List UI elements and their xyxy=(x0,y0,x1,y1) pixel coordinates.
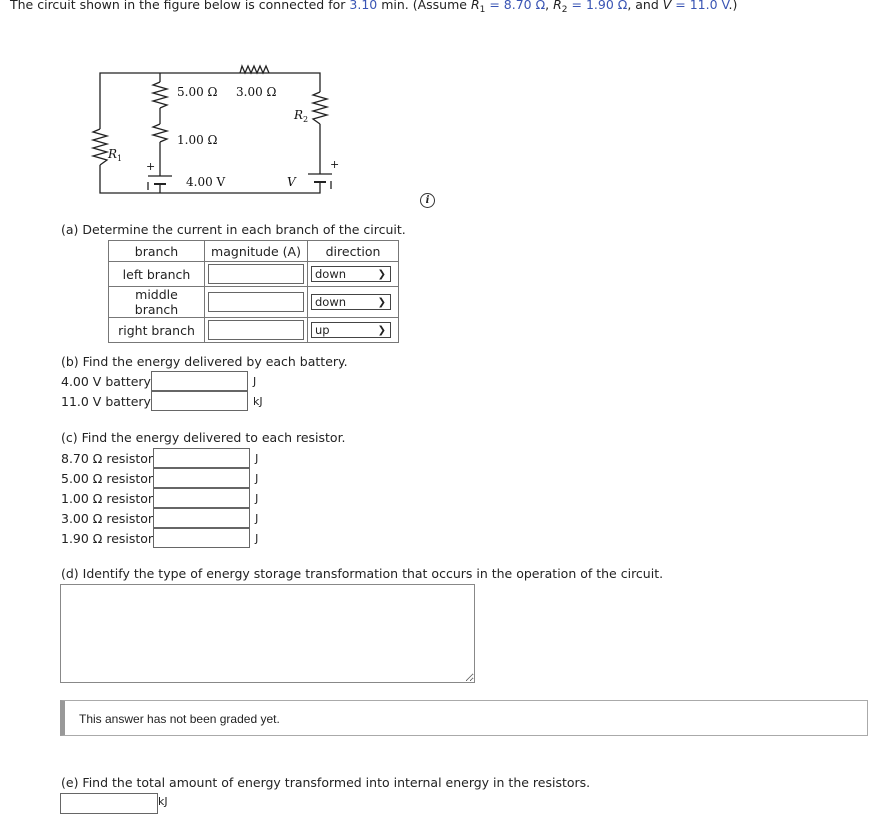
header-branch: branch xyxy=(109,241,205,262)
plus-left: + xyxy=(146,160,156,173)
label-3ohm: 3.00 Ω xyxy=(236,85,277,99)
table-row xyxy=(109,287,399,318)
row-label: 4.00 V battery xyxy=(61,373,151,389)
branch-label: left branch xyxy=(109,262,205,287)
row-label: 3.00 Ω resistor xyxy=(61,510,154,526)
resistor-row xyxy=(61,528,258,548)
resistor-3-00-input[interactable] xyxy=(153,508,250,528)
r1-subscript: 1 xyxy=(479,5,486,15)
label-battery-v: V xyxy=(287,175,296,189)
header-magnitude: magnitude (A) xyxy=(205,241,308,262)
label-r2-sub: 2 xyxy=(303,115,309,124)
intro-text: The circuit shown in the figure below is connected for xyxy=(10,0,350,12)
label-r1: R xyxy=(108,147,118,161)
unit-label: J xyxy=(252,374,257,388)
energy-transformation-textarea[interactable] xyxy=(60,584,475,683)
selected-direction: down xyxy=(315,295,347,309)
eq-sign: = xyxy=(485,0,504,12)
middle-branch-direction-select[interactable] xyxy=(311,294,391,310)
row-label: 11.0 V battery xyxy=(61,393,151,409)
eq-sign: = xyxy=(671,0,690,12)
resistor-row xyxy=(61,488,258,508)
label-5ohm: 5.00 Ω xyxy=(177,85,218,99)
r2-value: 1.90 Ω xyxy=(585,0,628,12)
chevron-down-icon: ❯ xyxy=(377,269,386,280)
branch-table xyxy=(108,240,399,343)
battery-4v-energy-input[interactable] xyxy=(151,371,248,391)
intro-text-b: min. (Assume xyxy=(377,0,471,12)
unit-label: kJ xyxy=(252,394,263,408)
row-label: 1.00 Ω resistor xyxy=(61,490,154,506)
chevron-down-icon: ❯ xyxy=(377,325,386,336)
resistor-row xyxy=(61,508,258,528)
battery-row xyxy=(61,391,263,411)
chevron-down-icon: ❯ xyxy=(377,297,386,308)
resistor-1-90-input[interactable] xyxy=(153,528,250,548)
v-value: 11.0 V xyxy=(689,0,729,12)
right-branch-direction-select[interactable] xyxy=(311,322,391,338)
selected-direction: up xyxy=(315,323,330,337)
resistor-5-00-input[interactable] xyxy=(153,468,250,488)
right-branch-magnitude-input[interactable] xyxy=(208,320,304,340)
middle-branch-magnitude-input[interactable] xyxy=(208,292,304,312)
row-label: 8.70 Ω resistor xyxy=(61,450,154,466)
unit-label: kJ xyxy=(158,795,168,808)
table-row xyxy=(109,262,399,287)
branch-label: right branch xyxy=(109,318,205,343)
battery-11v-energy-input[interactable] xyxy=(151,391,248,411)
left-branch-direction-select[interactable] xyxy=(311,266,391,282)
intro-tail: .) xyxy=(728,0,738,12)
label-r1-sub: 1 xyxy=(117,154,123,163)
resistor-row xyxy=(61,448,258,468)
header-direction: direction xyxy=(308,241,399,262)
part-e-prompt: (e) Find the total amount of energy transformed into internal energy in the resistors. xyxy=(61,775,591,790)
unit-label: J xyxy=(255,451,259,465)
part-b-prompt: (b) Find the energy delivered by each battery. xyxy=(61,354,348,369)
r1-value: 8.70 Ω xyxy=(503,0,546,12)
sep: , and xyxy=(627,0,663,12)
v-symbol: V xyxy=(662,0,672,12)
unit-label: J xyxy=(255,491,259,505)
part-d-prompt: (d) Identify the type of energy storage transformation that occurs in the operation of the circuit. xyxy=(61,566,664,581)
problem-statement xyxy=(10,0,737,15)
unit-label: J xyxy=(255,471,259,485)
part-c-prompt: (c) Find the energy delivered to each resistor. xyxy=(61,430,346,445)
r1-symbol: R xyxy=(470,0,480,12)
time-value: 3.10 xyxy=(349,0,378,12)
unit-label: J xyxy=(255,511,259,525)
total-internal-energy-input[interactable] xyxy=(60,793,158,814)
battery-row xyxy=(61,371,256,391)
grading-status-text: This answer has not been graded yet. xyxy=(79,712,280,726)
left-branch-magnitude-input[interactable] xyxy=(208,264,304,284)
unit-label: J xyxy=(255,531,259,545)
row-label: 1.90 Ω resistor xyxy=(61,530,154,546)
plus-right: + xyxy=(330,158,340,171)
grading-status-box xyxy=(60,700,868,736)
row-label: 5.00 Ω resistor xyxy=(61,470,154,486)
selected-direction: down xyxy=(315,267,347,281)
label-1ohm: 1.00 Ω xyxy=(177,133,218,147)
circuit-diagram xyxy=(90,62,360,202)
resistor-row xyxy=(61,468,258,488)
eq-sign: = xyxy=(567,0,586,12)
table-row xyxy=(109,318,399,343)
resistor-1-00-input[interactable] xyxy=(153,488,250,508)
resistor-8-70-input[interactable] xyxy=(153,448,250,468)
r2-symbol: R xyxy=(553,0,562,12)
label-battery-4v: 4.00 V xyxy=(186,175,226,189)
branch-label: middle branch xyxy=(109,287,205,318)
sep: , xyxy=(545,0,554,12)
r2-subscript: 2 xyxy=(561,5,568,15)
info-icon[interactable]: i xyxy=(420,193,435,208)
part-a-prompt: (a) Determine the current in each branch of the circuit. xyxy=(61,222,406,237)
label-r2: R xyxy=(294,108,304,122)
